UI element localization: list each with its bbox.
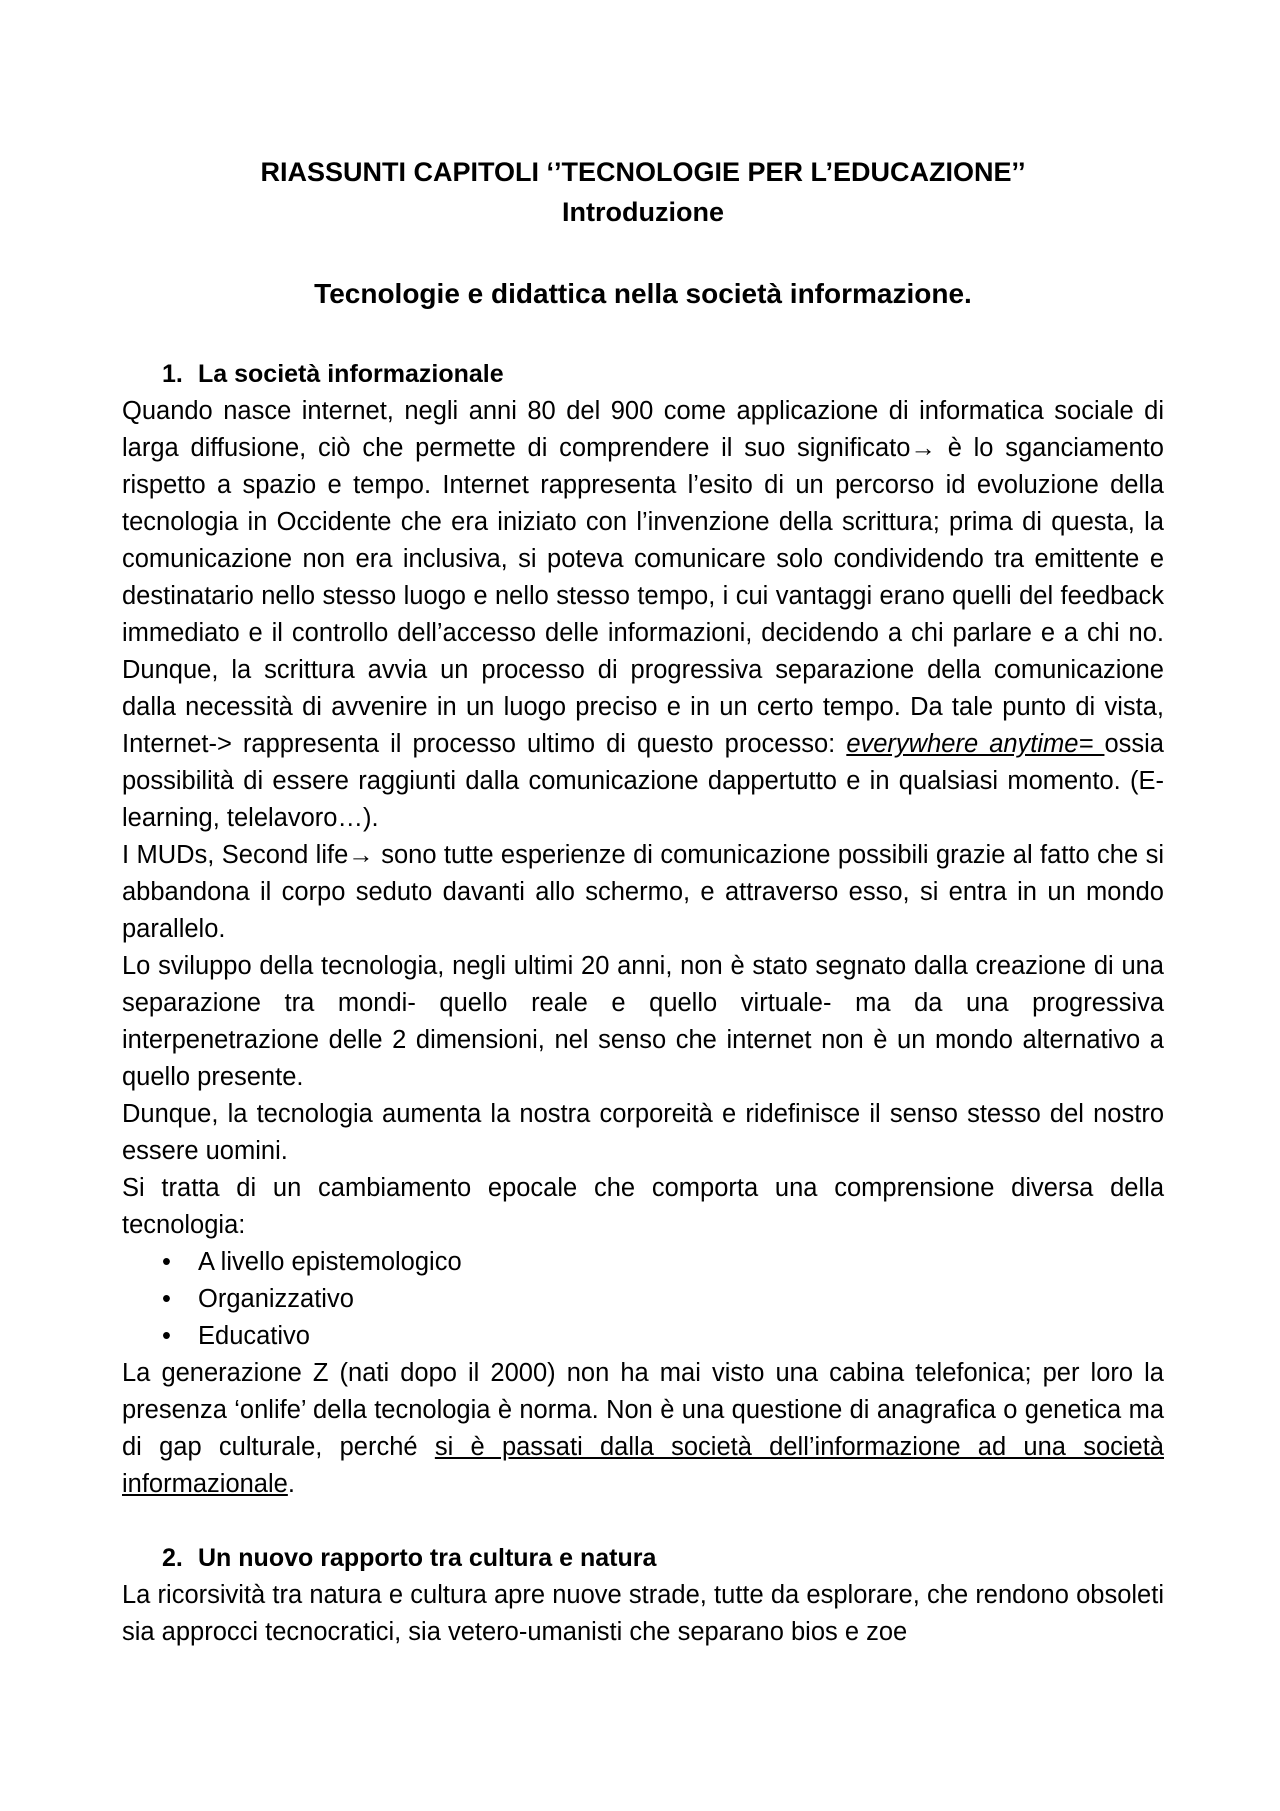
title-line-2: Introduzione (562, 197, 724, 227)
text-run: Quando nasce internet, negli anni 80 del 900 come applicazione di informatica sociale di larga diffusione, ciò che permette di comprendere il suo significato (122, 397, 1164, 462)
spacer (122, 1503, 1164, 1540)
section-1-paragraph-6 (122, 1355, 1164, 1503)
list-item-text: Educativo (198, 1322, 310, 1350)
text-run: è lo sganciamento rispetto a spazio e tempo. Internet rappresenta l’esito di un percorso id evoluzione della tecnologia in Occidente che era iniziato con l’invenzione della scrittura; prima di questa, la comunicazione non era inclusiva, si poteva comunicare solo condividendo tra emittente e destinatario nello stesso luogo e nello stesso tempo, i cui vantaggi erano quelli del feedback immediato e il controllo dell’accesso delle informazioni, decidendo a chi parlare e a chi no. Dunque, la scrittura avvia un processo di progressiva separazione della comunicazione dalla necessità di avvenire in un luogo preciso e in un certo tempo. Da tale punto di vista, Internet-> rappresenta il processo ultimo di questo processo: (122, 434, 1164, 758)
document-subtitle: Tecnologie e didattica nella società informazione. (314, 278, 972, 309)
section-1-number: 1. (162, 360, 183, 388)
text-run: ossia possibilità di essere raggiunti dalla comunicazione dappertutto e in qualsiasi momento. (E-learning, telelavoro…). (122, 730, 1164, 832)
document-title (122, 152, 1164, 232)
emphasis-everywhere-anytime: everywhere anytime= (846, 730, 1105, 758)
text-run: sono tutte esperienze di comunicazione possibili grazie al fatto che si abbandona il corpo seduto davanti allo schermo, e attraverso esso, si entra in un mondo parallelo. (122, 841, 1164, 943)
bullet-icon: • (162, 1248, 171, 1276)
list-item-text: A livello epistemologico (198, 1248, 462, 1276)
section-1-heading (122, 356, 1164, 393)
bullet-icon: • (162, 1322, 171, 1350)
title-line-1: RIASSUNTI CAPITOLI ‘’TECNOLOGIE PER L’EDUCAZIONE’’ (260, 157, 1026, 187)
list-item (162, 1318, 1164, 1355)
section-1-paragraph-5: Si tratta di un cambiamento epocale che comporta una comprensione diversa della tecnologia: (122, 1174, 1164, 1239)
section-2-heading (122, 1540, 1164, 1577)
section-2-number: 2. (162, 1544, 183, 1572)
text-run: . (287, 1470, 295, 1498)
section-2-title: Un nuovo rapporto tra cultura e natura (198, 1544, 657, 1572)
text-run: I MUDs, Second life (122, 841, 349, 869)
section-1-paragraph-3: Lo sviluppo della tecnologia, negli ultimi 20 anni, non è stato segnato dalla creazione di una separazione tra mondi- quello reale e quello virtuale- ma da una progressiva interpenetrazione delle 2 dimensioni, nel senso che internet non è un mondo alternativo a quello presente. (122, 952, 1164, 1091)
section-2-paragraph-1: La ricorsività tra natura e cultura apre nuove strade, tutte da esplorare, che rendono obsoleti sia approcci tecnocratici, sia vetero-umanisti che separano bios e zoe (122, 1581, 1164, 1646)
list-item-text: Organizzativo (198, 1285, 354, 1313)
arrow-icon: → (348, 841, 374, 869)
section-1-paragraph-2 (122, 837, 1164, 948)
list-item (162, 1244, 1164, 1281)
bullet-icon: • (162, 1285, 171, 1313)
text-run: La generazione Z (nati dopo il 2000) non ha mai visto una cabina telefonica; per loro la presenza ‘onlife’ della tecnologia è norma. Non è una questione di anagrafica o genetica ma di gap culturale, perché (122, 1359, 1164, 1461)
list-item (162, 1281, 1164, 1318)
arrow-icon: → (910, 434, 936, 462)
section-1-paragraph-4: Dunque, la tecnologia aumenta la nostra corporeità e ridefinisce il senso stesso del nostro essere uomini. (122, 1100, 1164, 1165)
underlined-statement: si è passati dalla società dell’informazione ad una società informazionale (122, 1433, 1164, 1498)
section-1-paragraph-1 (122, 393, 1164, 837)
section-1-title: La società informazionale (198, 360, 504, 388)
bullet-list (122, 1244, 1164, 1355)
